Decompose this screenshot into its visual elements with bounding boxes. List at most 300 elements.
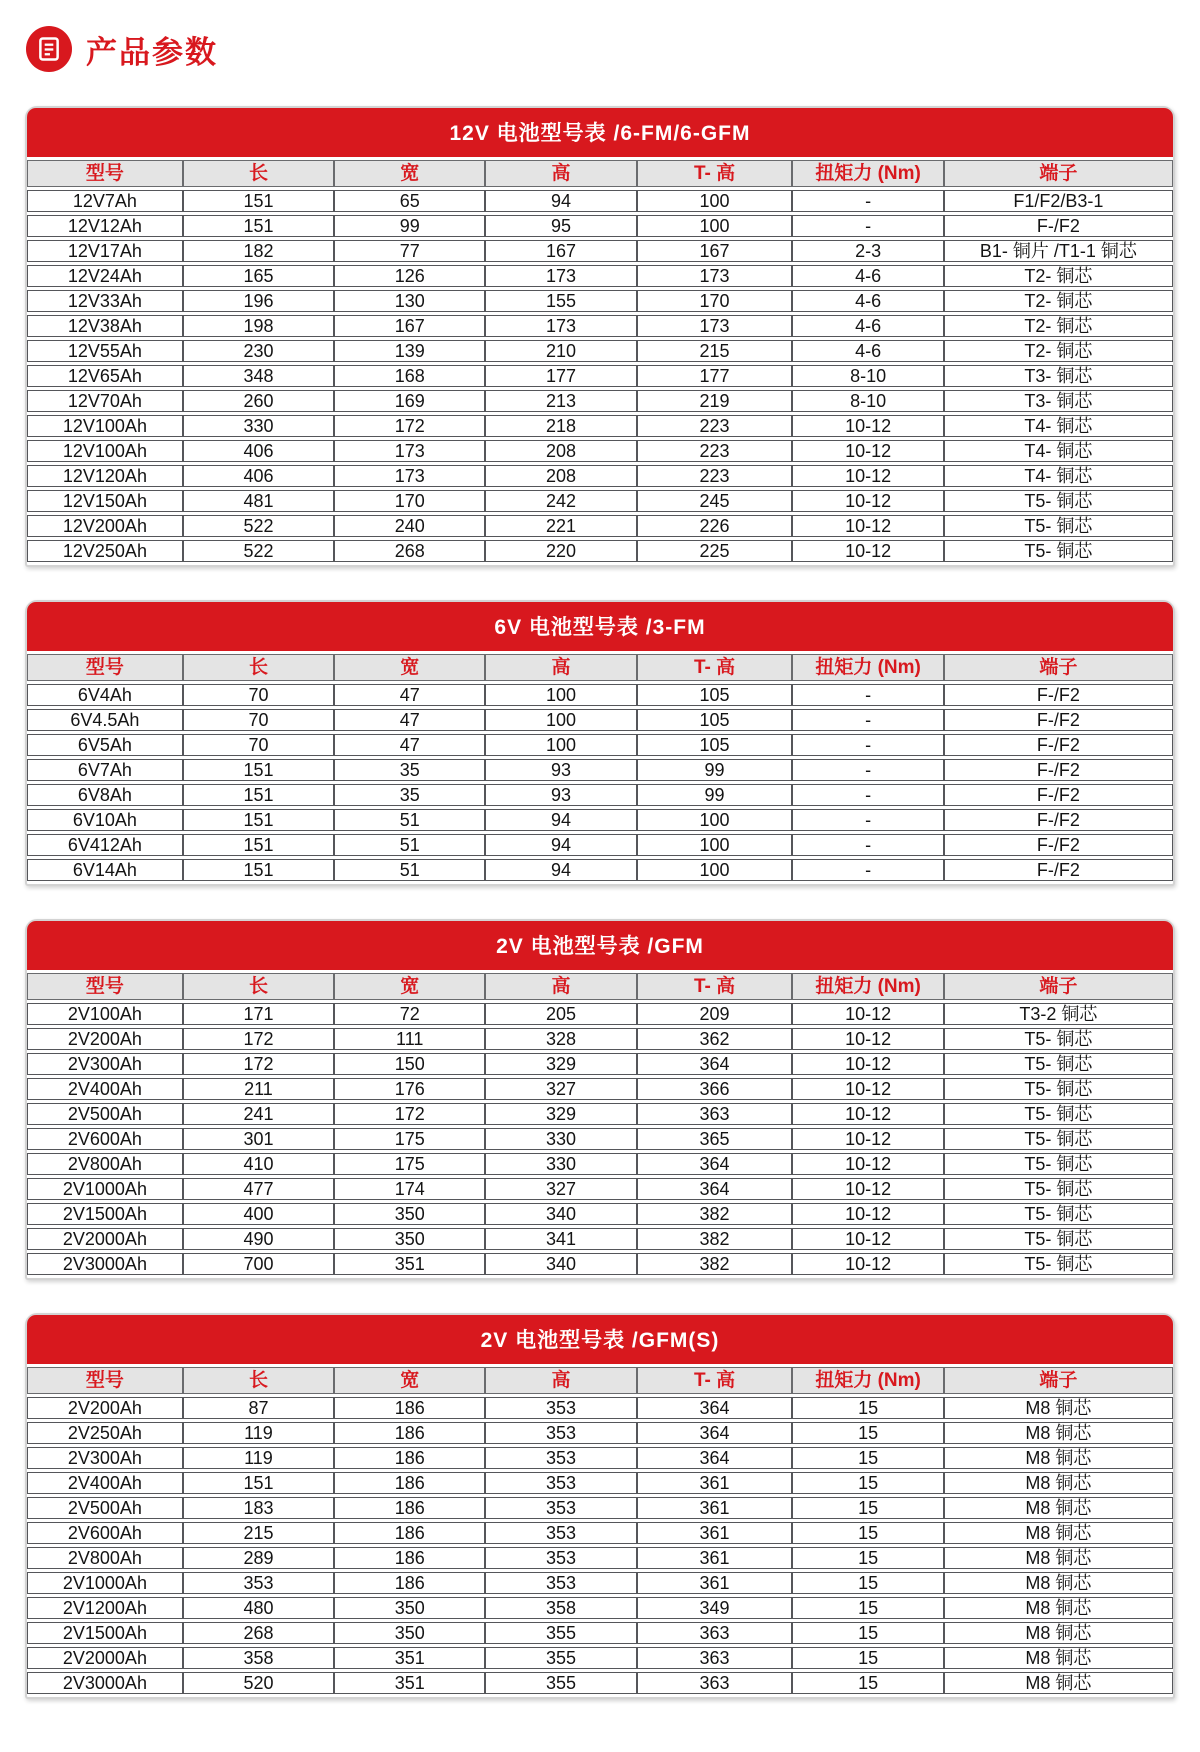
value-cell: 10-12: [792, 490, 943, 512]
header-row: [27, 654, 1173, 681]
value-cell: 105: [637, 734, 793, 756]
value-cell: 111: [334, 1028, 485, 1050]
value-cell: 176: [334, 1078, 485, 1100]
value-cell: 15: [792, 1672, 943, 1694]
value-cell: 10-12: [792, 1153, 943, 1175]
value-cell: -: [792, 784, 943, 806]
table-row: [27, 1103, 1173, 1125]
value-cell: 4-6: [792, 340, 943, 362]
value-cell: 358: [183, 1647, 334, 1669]
table-row: [27, 1003, 1173, 1025]
value-cell: 15: [792, 1597, 943, 1619]
value-cell: 241: [183, 1103, 334, 1125]
value-cell: 363: [637, 1103, 793, 1125]
value-cell: 186: [334, 1472, 485, 1494]
column-header: T- 高: [637, 973, 793, 1000]
value-cell: 210: [485, 340, 636, 362]
value-cell: 351: [334, 1647, 485, 1669]
value-cell: 406: [183, 465, 334, 487]
model-cell: 6V4Ah: [27, 684, 183, 706]
value-cell: 242: [485, 490, 636, 512]
value-cell: 230: [183, 340, 334, 362]
value-cell: 94: [485, 859, 636, 881]
model-cell: 2V3000Ah: [27, 1253, 183, 1275]
model-cell: 12V150Ah: [27, 490, 183, 512]
value-cell: 205: [485, 1003, 636, 1025]
value-cell: 100: [485, 684, 636, 706]
model-cell: 6V10Ah: [27, 809, 183, 831]
value-cell: 167: [334, 315, 485, 337]
value-cell: T5- 铜芯: [944, 1053, 1173, 1075]
value-cell: T5- 铜芯: [944, 1253, 1173, 1275]
value-cell: 151: [183, 834, 334, 856]
model-cell: 6V4.5Ah: [27, 709, 183, 731]
value-cell: 353: [485, 1497, 636, 1519]
value-cell: 363: [637, 1672, 793, 1694]
value-cell: 353: [485, 1522, 636, 1544]
value-cell: M8 铜芯: [944, 1647, 1173, 1669]
value-cell: 700: [183, 1253, 334, 1275]
model-cell: 12V250Ah: [27, 540, 183, 562]
value-cell: 353: [183, 1572, 334, 1594]
value-cell: T5- 铜芯: [944, 540, 1173, 562]
value-cell: T2- 铜芯: [944, 290, 1173, 312]
battery-table-card: [25, 1313, 1175, 1699]
value-cell: 330: [485, 1128, 636, 1150]
value-cell: 100: [637, 834, 793, 856]
table-row: [27, 415, 1173, 437]
spec-table: [27, 651, 1173, 884]
value-cell: 170: [637, 290, 793, 312]
column-header: 宽: [334, 654, 485, 681]
model-cell: 6V7Ah: [27, 759, 183, 781]
value-cell: 10-12: [792, 540, 943, 562]
value-cell: 168: [334, 365, 485, 387]
value-cell: 406: [183, 440, 334, 462]
value-cell: 218: [485, 415, 636, 437]
value-cell: 10-12: [792, 1003, 943, 1025]
model-cell: 2V1200Ah: [27, 1597, 183, 1619]
table-row: [27, 215, 1173, 237]
value-cell: M8 铜芯: [944, 1497, 1173, 1519]
column-header: T- 高: [637, 654, 793, 681]
page-title: 产品参数: [86, 34, 218, 70]
table-row: [27, 1078, 1173, 1100]
model-cell: 2V300Ah: [27, 1053, 183, 1075]
value-cell: 351: [334, 1672, 485, 1694]
value-cell: 99: [637, 759, 793, 781]
value-cell: M8 铜芯: [944, 1672, 1173, 1694]
value-cell: 105: [637, 684, 793, 706]
value-cell: T4- 铜芯: [944, 465, 1173, 487]
value-cell: 221: [485, 515, 636, 537]
column-header: 宽: [334, 160, 485, 187]
value-cell: 100: [637, 190, 793, 212]
value-cell: 99: [637, 784, 793, 806]
value-cell: 35: [334, 784, 485, 806]
table-title: 6V 电池型号表 /3-FM: [27, 602, 1173, 651]
value-cell: 51: [334, 809, 485, 831]
value-cell: T5- 铜芯: [944, 1028, 1173, 1050]
value-cell: 15: [792, 1397, 943, 1419]
table-row: [27, 1572, 1173, 1594]
value-cell: T3- 铜芯: [944, 365, 1173, 387]
value-cell: 353: [485, 1547, 636, 1569]
value-cell: 382: [637, 1203, 793, 1225]
battery-table-card: [25, 600, 1175, 886]
table-row: [27, 1128, 1173, 1150]
value-cell: 8-10: [792, 365, 943, 387]
value-cell: 15: [792, 1522, 943, 1544]
model-cell: 12V100Ah: [27, 440, 183, 462]
model-cell: 2V400Ah: [27, 1078, 183, 1100]
value-cell: 51: [334, 859, 485, 881]
value-cell: 15: [792, 1547, 943, 1569]
value-cell: 366: [637, 1078, 793, 1100]
model-cell: 12V7Ah: [27, 190, 183, 212]
value-cell: 223: [637, 465, 793, 487]
value-cell: 240: [334, 515, 485, 537]
column-header: 扭矩力 (Nm): [792, 1367, 943, 1394]
value-cell: 47: [334, 734, 485, 756]
value-cell: 350: [334, 1228, 485, 1250]
value-cell: -: [792, 809, 943, 831]
value-cell: F-/F2: [944, 859, 1173, 881]
value-cell: -: [792, 759, 943, 781]
value-cell: 174: [334, 1178, 485, 1200]
table-row: [27, 1153, 1173, 1175]
value-cell: 330: [485, 1153, 636, 1175]
value-cell: 353: [485, 1472, 636, 1494]
model-cell: 2V800Ah: [27, 1547, 183, 1569]
value-cell: T2- 铜芯: [944, 265, 1173, 287]
value-cell: 4-6: [792, 315, 943, 337]
value-cell: 165: [183, 265, 334, 287]
table-row: [27, 390, 1173, 412]
value-cell: 350: [334, 1203, 485, 1225]
value-cell: 2-3: [792, 240, 943, 262]
model-cell: 2V300Ah: [27, 1447, 183, 1469]
value-cell: 330: [183, 415, 334, 437]
model-cell: 6V8Ah: [27, 784, 183, 806]
value-cell: -: [792, 215, 943, 237]
table-row: [27, 540, 1173, 562]
table-row: [27, 1053, 1173, 1075]
value-cell: 328: [485, 1028, 636, 1050]
value-cell: 182: [183, 240, 334, 262]
value-cell: 215: [637, 340, 793, 362]
value-cell: 10-12: [792, 415, 943, 437]
table-row: [27, 1253, 1173, 1275]
value-cell: 183: [183, 1497, 334, 1519]
table-row: [27, 1647, 1173, 1669]
model-cell: 6V412Ah: [27, 834, 183, 856]
table-row: [27, 1228, 1173, 1250]
value-cell: 167: [637, 240, 793, 262]
value-cell: 173: [334, 440, 485, 462]
column-header: T- 高: [637, 1367, 793, 1394]
value-cell: 364: [637, 1178, 793, 1200]
value-cell: 364: [637, 1153, 793, 1175]
value-cell: 151: [183, 190, 334, 212]
value-cell: 186: [334, 1422, 485, 1444]
value-cell: 361: [637, 1522, 793, 1544]
battery-table-card: [25, 919, 1175, 1280]
column-header: 端子: [944, 160, 1173, 187]
value-cell: 70: [183, 709, 334, 731]
column-header: 高: [485, 654, 636, 681]
table-row: [27, 1447, 1173, 1469]
value-cell: 72: [334, 1003, 485, 1025]
model-cell: 2V1000Ah: [27, 1572, 183, 1594]
value-cell: 213: [485, 390, 636, 412]
value-cell: 170: [334, 490, 485, 512]
value-cell: 364: [637, 1397, 793, 1419]
value-cell: 327: [485, 1178, 636, 1200]
model-cell: 2V2000Ah: [27, 1228, 183, 1250]
value-cell: 329: [485, 1103, 636, 1125]
value-cell: 358: [485, 1597, 636, 1619]
table-row: [27, 834, 1173, 856]
table-row: [27, 440, 1173, 462]
value-cell: 10-12: [792, 465, 943, 487]
model-cell: 2V100Ah: [27, 1003, 183, 1025]
column-header: 高: [485, 973, 636, 1000]
value-cell: 151: [183, 1472, 334, 1494]
value-cell: 196: [183, 290, 334, 312]
value-cell: 361: [637, 1572, 793, 1594]
value-cell: T5- 铜芯: [944, 1153, 1173, 1175]
value-cell: 15: [792, 1447, 943, 1469]
value-cell: 87: [183, 1397, 334, 1419]
spec-sheet-icon: [26, 26, 72, 72]
value-cell: 10-12: [792, 1203, 943, 1225]
value-cell: 208: [485, 465, 636, 487]
value-cell: 130: [334, 290, 485, 312]
table-row: [27, 1597, 1173, 1619]
value-cell: 10-12: [792, 1078, 943, 1100]
model-cell: 2V600Ah: [27, 1522, 183, 1544]
model-cell: 12V65Ah: [27, 365, 183, 387]
value-cell: F-/F2: [944, 734, 1173, 756]
value-cell: F-/F2: [944, 759, 1173, 781]
column-header: 长: [183, 654, 334, 681]
value-cell: 94: [485, 809, 636, 831]
model-cell: 2V3000Ah: [27, 1672, 183, 1694]
value-cell: 340: [485, 1253, 636, 1275]
header-row: [27, 1367, 1173, 1394]
value-cell: 172: [334, 415, 485, 437]
value-cell: 490: [183, 1228, 334, 1250]
model-cell: 2V400Ah: [27, 1472, 183, 1494]
column-header: T- 高: [637, 160, 793, 187]
column-header: 扭矩力 (Nm): [792, 654, 943, 681]
value-cell: 361: [637, 1497, 793, 1519]
spec-table: [27, 157, 1173, 565]
table-row: [27, 809, 1173, 831]
value-cell: F-/F2: [944, 809, 1173, 831]
value-cell: 119: [183, 1447, 334, 1469]
value-cell: 350: [334, 1622, 485, 1644]
value-cell: -: [792, 709, 943, 731]
value-cell: 177: [485, 365, 636, 387]
model-cell: 2V200Ah: [27, 1397, 183, 1419]
value-cell: T5- 铜芯: [944, 1228, 1173, 1250]
value-cell: T3- 铜芯: [944, 390, 1173, 412]
table-row: [27, 784, 1173, 806]
value-cell: 10-12: [792, 1253, 943, 1275]
column-header: 扭矩力 (Nm): [792, 160, 943, 187]
value-cell: 173: [485, 315, 636, 337]
value-cell: F-/F2: [944, 684, 1173, 706]
value-cell: 169: [334, 390, 485, 412]
value-cell: 95: [485, 215, 636, 237]
column-header: 型号: [27, 160, 183, 187]
model-cell: 2V2000Ah: [27, 1647, 183, 1669]
value-cell: 301: [183, 1128, 334, 1150]
value-cell: 4-6: [792, 265, 943, 287]
value-cell: 93: [485, 759, 636, 781]
value-cell: -: [792, 684, 943, 706]
value-cell: 340: [485, 1203, 636, 1225]
value-cell: -: [792, 859, 943, 881]
value-cell: 51: [334, 834, 485, 856]
table-row: [27, 1522, 1173, 1544]
column-header: 长: [183, 160, 334, 187]
value-cell: 353: [485, 1422, 636, 1444]
value-cell: 289: [183, 1547, 334, 1569]
value-cell: 186: [334, 1397, 485, 1419]
value-cell: 172: [183, 1028, 334, 1050]
value-cell: 70: [183, 734, 334, 756]
value-cell: 173: [637, 265, 793, 287]
table-row: [27, 365, 1173, 387]
column-header: 型号: [27, 654, 183, 681]
value-cell: 355: [485, 1622, 636, 1644]
value-cell: 47: [334, 709, 485, 731]
value-cell: 186: [334, 1497, 485, 1519]
value-cell: 10-12: [792, 1053, 943, 1075]
table-row: [27, 515, 1173, 537]
value-cell: 155: [485, 290, 636, 312]
value-cell: 10-12: [792, 1228, 943, 1250]
value-cell: 353: [485, 1397, 636, 1419]
value-cell: 341: [485, 1228, 636, 1250]
column-header: 长: [183, 973, 334, 1000]
table-title: 12V 电池型号表 /6-FM/6-GFM: [27, 108, 1173, 157]
value-cell: T4- 铜芯: [944, 415, 1173, 437]
table-row: [27, 1472, 1173, 1494]
value-cell: M8 铜芯: [944, 1472, 1173, 1494]
value-cell: 126: [334, 265, 485, 287]
model-cell: 6V14Ah: [27, 859, 183, 881]
table-row: [27, 1028, 1173, 1050]
table-row: [27, 340, 1173, 362]
value-cell: 151: [183, 759, 334, 781]
value-cell: 364: [637, 1447, 793, 1469]
value-cell: 105: [637, 709, 793, 731]
value-cell: 350: [334, 1597, 485, 1619]
section-header: [0, 0, 1200, 72]
value-cell: 215: [183, 1522, 334, 1544]
value-cell: 35: [334, 759, 485, 781]
value-cell: 172: [334, 1103, 485, 1125]
table-row: [27, 1397, 1173, 1419]
value-cell: T2- 铜芯: [944, 340, 1173, 362]
value-cell: 364: [637, 1422, 793, 1444]
table-row: [27, 240, 1173, 262]
battery-table-card: [25, 106, 1175, 567]
table-row: [27, 1622, 1173, 1644]
value-cell: M8 铜芯: [944, 1447, 1173, 1469]
table-row: [27, 734, 1173, 756]
column-header: 长: [183, 1367, 334, 1394]
value-cell: 175: [334, 1153, 485, 1175]
value-cell: 362: [637, 1028, 793, 1050]
value-cell: 177: [637, 365, 793, 387]
value-cell: -: [792, 734, 943, 756]
value-cell: F-/F2: [944, 834, 1173, 856]
value-cell: M8 铜芯: [944, 1522, 1173, 1544]
value-cell: F-/F2: [944, 784, 1173, 806]
table-row: [27, 1672, 1173, 1694]
value-cell: 382: [637, 1228, 793, 1250]
table-row: [27, 1547, 1173, 1569]
value-cell: 151: [183, 859, 334, 881]
value-cell: 15: [792, 1647, 943, 1669]
column-header: 宽: [334, 973, 485, 1000]
value-cell: -: [792, 834, 943, 856]
value-cell: 15: [792, 1572, 943, 1594]
column-header: 端子: [944, 654, 1173, 681]
value-cell: T2- 铜芯: [944, 315, 1173, 337]
value-cell: 268: [334, 540, 485, 562]
value-cell: 4-6: [792, 290, 943, 312]
value-cell: T5- 铜芯: [944, 1078, 1173, 1100]
value-cell: 15: [792, 1497, 943, 1519]
model-cell: 6V5Ah: [27, 734, 183, 756]
model-cell: 2V500Ah: [27, 1103, 183, 1125]
value-cell: 353: [485, 1447, 636, 1469]
value-cell: 268: [183, 1622, 334, 1644]
value-cell: 363: [637, 1622, 793, 1644]
value-cell: F1/F2/B3-1: [944, 190, 1173, 212]
model-cell: 12V33Ah: [27, 290, 183, 312]
value-cell: 150: [334, 1053, 485, 1075]
model-cell: 12V100Ah: [27, 415, 183, 437]
value-cell: 10-12: [792, 1103, 943, 1125]
value-cell: 70: [183, 684, 334, 706]
value-cell: 172: [183, 1053, 334, 1075]
value-cell: 363: [637, 1647, 793, 1669]
column-header: 型号: [27, 973, 183, 1000]
column-header: 端子: [944, 973, 1173, 1000]
value-cell: 65: [334, 190, 485, 212]
value-cell: 355: [485, 1672, 636, 1694]
value-cell: T3-2 铜芯: [944, 1003, 1173, 1025]
model-cell: 2V250Ah: [27, 1422, 183, 1444]
column-header: 扭矩力 (Nm): [792, 973, 943, 1000]
model-cell: 12V17Ah: [27, 240, 183, 262]
value-cell: 119: [183, 1422, 334, 1444]
value-cell: 219: [637, 390, 793, 412]
value-cell: M8 铜芯: [944, 1397, 1173, 1419]
value-cell: 353: [485, 1572, 636, 1594]
value-cell: M8 铜芯: [944, 1422, 1173, 1444]
value-cell: T4- 铜芯: [944, 440, 1173, 462]
table-row: [27, 1422, 1173, 1444]
value-cell: 94: [485, 190, 636, 212]
